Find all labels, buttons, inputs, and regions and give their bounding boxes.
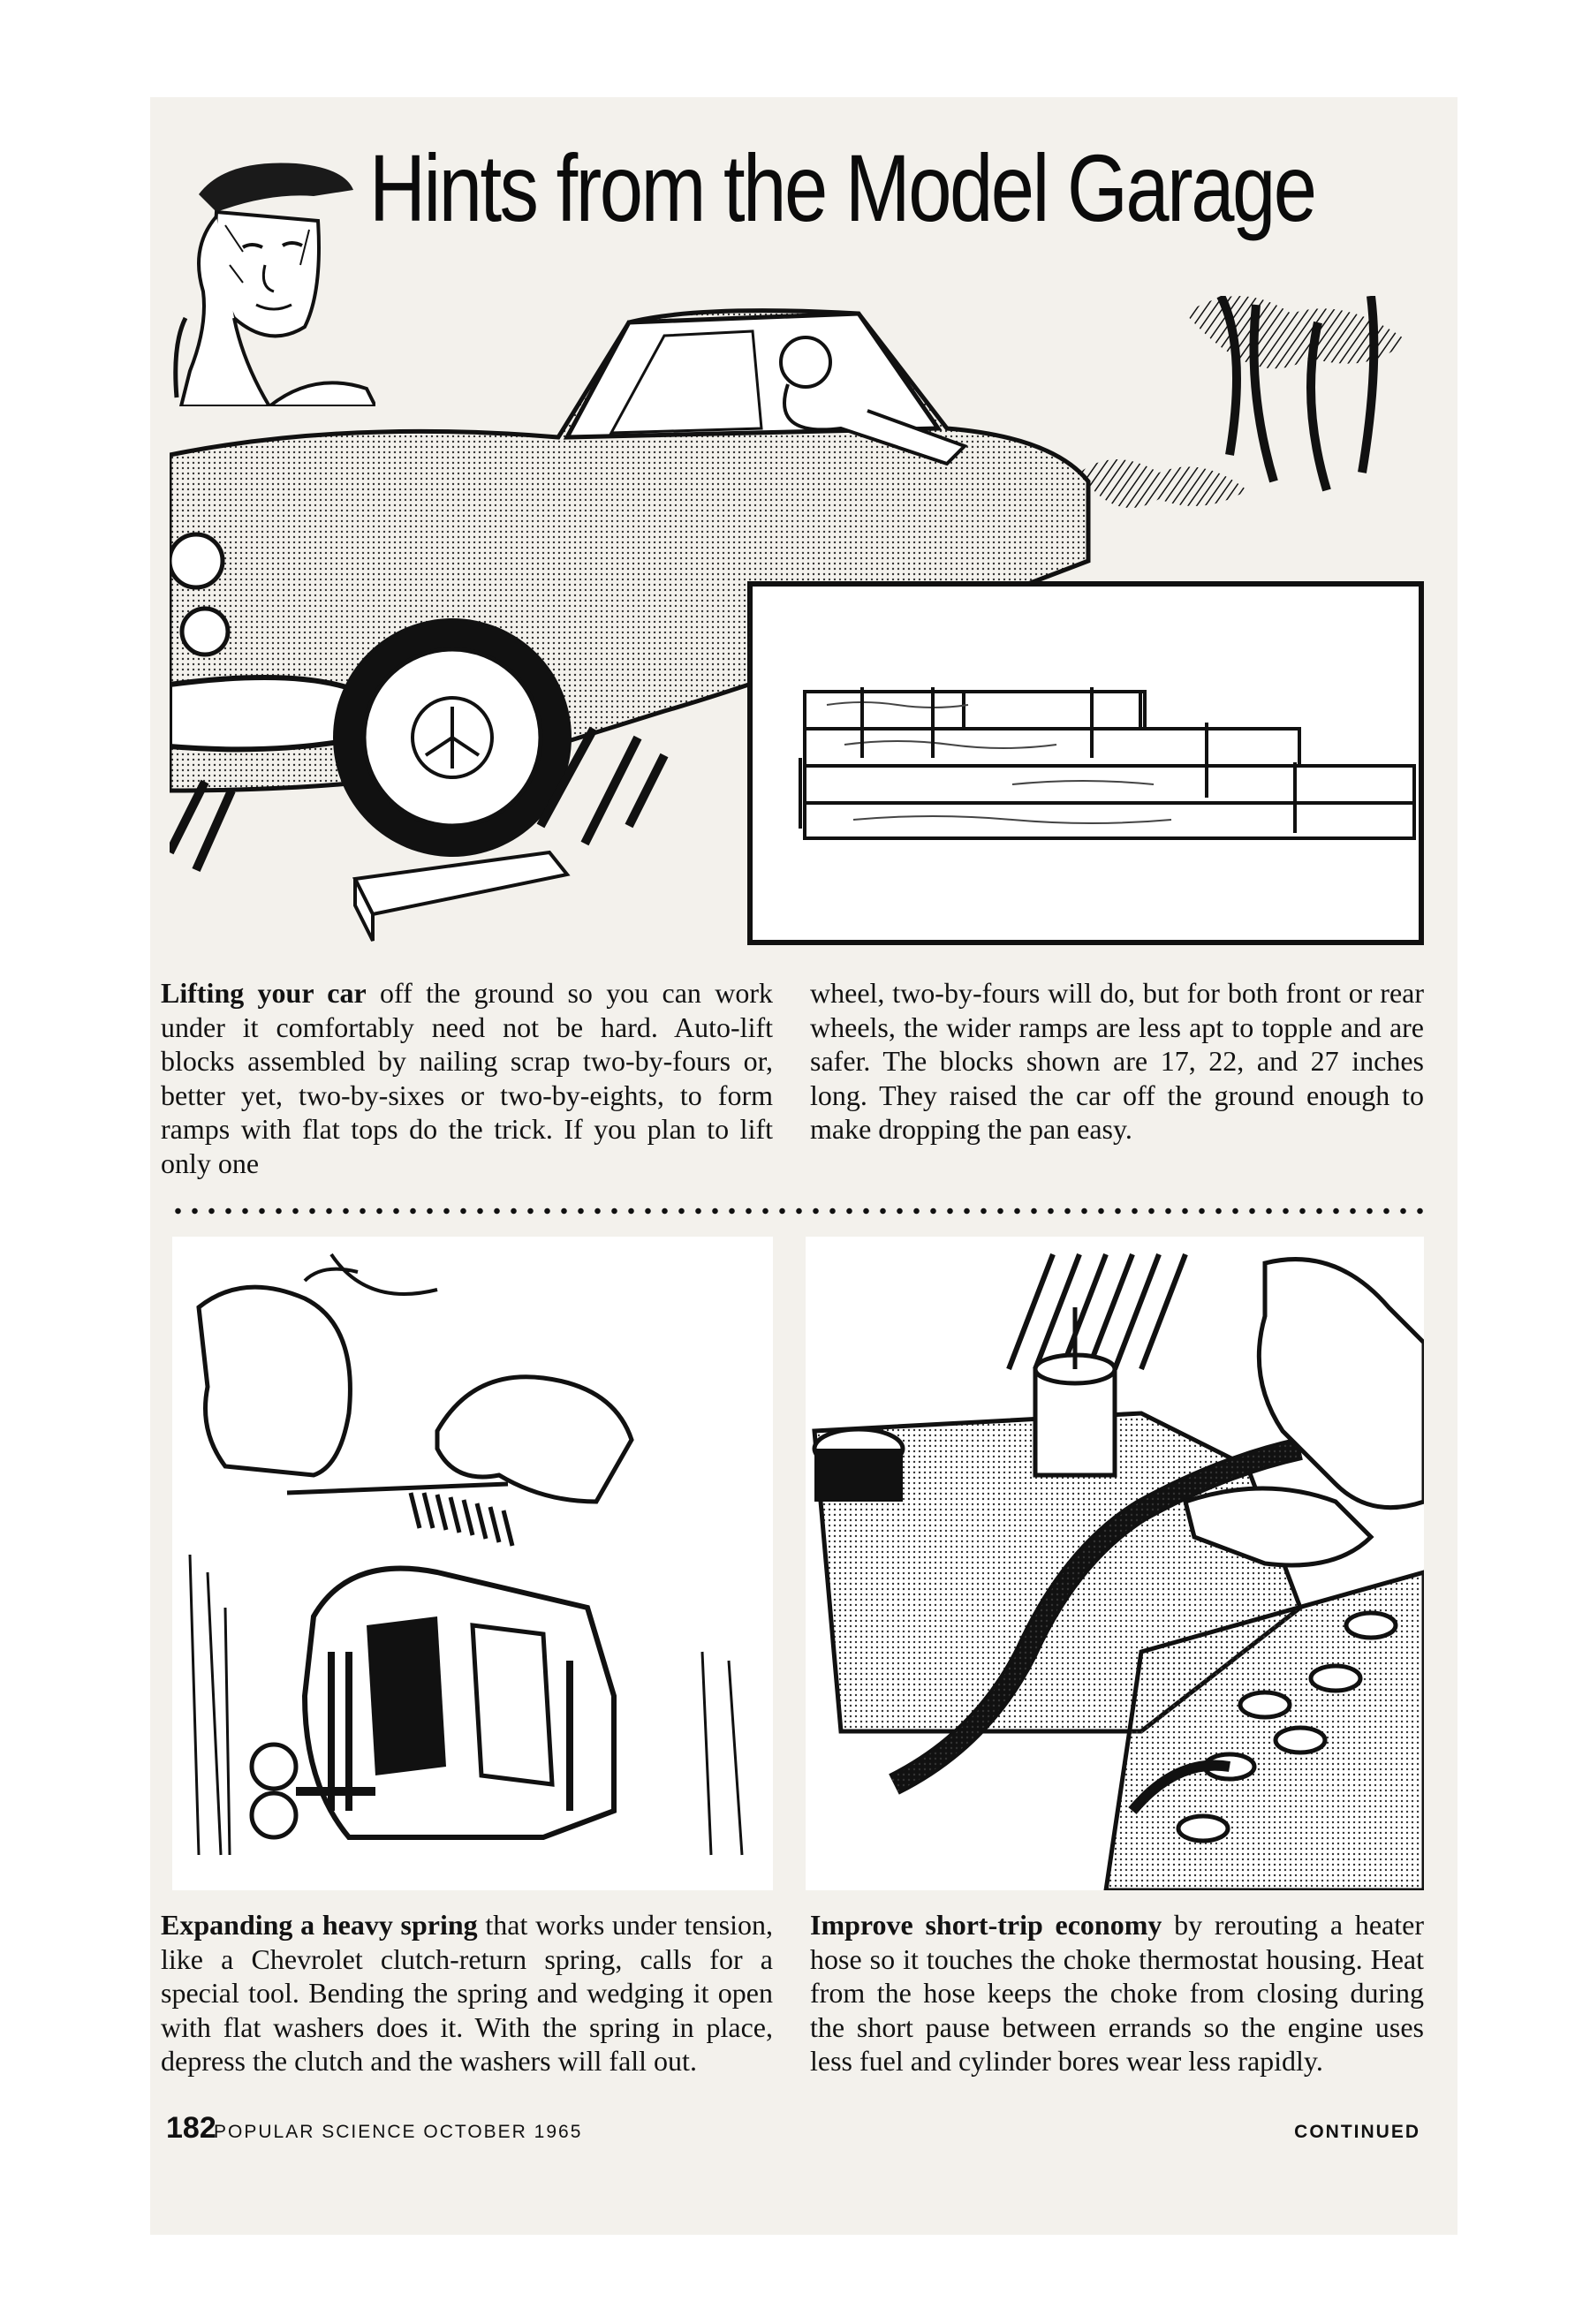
continued-label: CONTINUED bbox=[1294, 2122, 1420, 2142]
tip-lift-ramps-caption-col2 bbox=[810, 976, 1424, 1147]
tip-spring-caption bbox=[161, 1908, 773, 2078]
tip-economy-caption bbox=[810, 1908, 1424, 2078]
tip-spring-lead: Expanding a heavy spring bbox=[161, 1909, 478, 1941]
tip-lift-ramps-body-col1: off the ground so you can work under it comfortably need not be hard. Auto-lift blocks assembled by nailing scrap two-by-fours or, better yet, two-by-sixes or two-by-eights, to form ramps with flat tops do the trick. If you plan to lift only one bbox=[161, 977, 774, 1179]
tip-economy-body: by rerouting a heater hose so it touches the choke thermostat housing. Heat from the hose keeps the choke from closing during the short pause between errands so the engine uses less fuel and cylinder bores wear less rapidly. bbox=[810, 1909, 1425, 2077]
tip-lift-ramps-caption-col1 bbox=[161, 976, 773, 1180]
page-title: Hints from the Model Garage bbox=[369, 134, 1315, 241]
engine-hose-illustration bbox=[806, 1237, 1424, 1890]
publication-folio: POPULAR SCIENCE OCTOBER 1965 bbox=[214, 2122, 583, 2142]
ramp-blocks-diagram bbox=[747, 581, 1424, 945]
tip-lift-ramps-body-col2: wheel, two-by-fours will do, but for both front or rear wheels, the wider ramps are less apt to topple and are safer. The blocks shown are 17, 22, and 27 inches long. They raised the car off the ground enough to make dropping the pan easy. bbox=[810, 977, 1424, 1145]
tip-spring-body: that works under tension, like a Chevrolet clutch-return spring, calls for a special tool. Bending the spring and wedging it open with flat washers does it. With the spring in place, depress the clutch and the washers will fall out. bbox=[161, 1909, 774, 2077]
dotted-separator bbox=[170, 1206, 1433, 1216]
tip-economy-lead: Improve short-trip economy bbox=[810, 1909, 1162, 1941]
page-number: 182 bbox=[166, 2111, 216, 2145]
tip-lift-ramps-lead: Lifting your car bbox=[161, 977, 367, 1009]
spring-vise-illustration bbox=[172, 1237, 773, 1890]
